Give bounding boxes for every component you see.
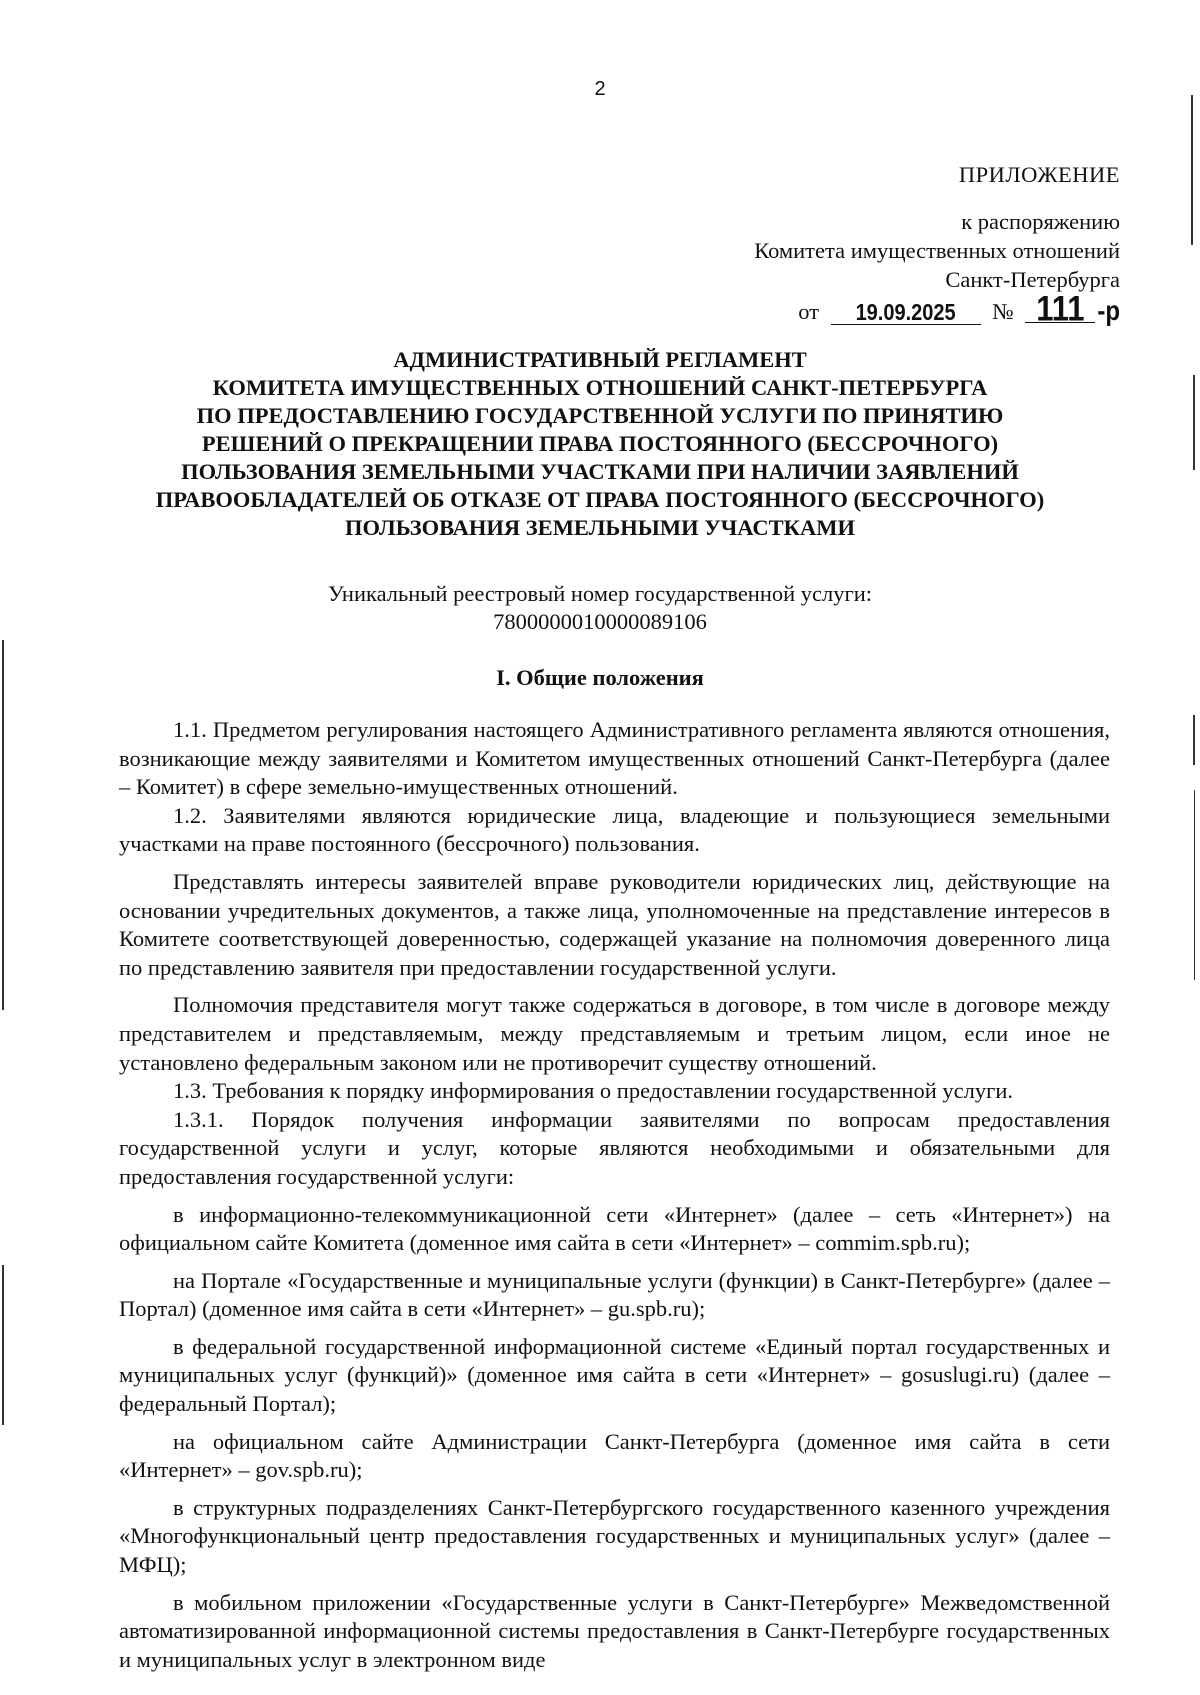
scan-edge-mark	[2, 640, 4, 1010]
appendix-title: ПРИЛОЖЕНИЕ	[958, 162, 1120, 187]
title-line: ПО ПРЕДОСТАВЛЕНИЮ ГОСУДАРСТВЕННОЙ УСЛУГИ ПО ПРИНЯТИЮ	[196, 403, 1004, 428]
appendix-line-1: к распоряжению	[961, 209, 1120, 234]
list-item-mobile-app: в мобильном приложении «Государственные услуги в Санкт-Петербурге» Межведомственной автоматизированной информационной системы предоставления в Санкт-Петербурге государственных и муниципальных услуг в электронном виде	[119, 1589, 1110, 1672]
list-item-internet: в информационно-телекоммуникационной сети «Интернет» (далее – сеть «Интернет») на официальном сайте Комитета (доменное имя сайта в сети «Интернет» – commim.spb.ru);	[119, 1201, 1110, 1256]
title-line: КОМИТЕТА ИМУЩЕСТВЕННЫХ ОТНОШЕНИЙ САНКТ-ПЕТЕРБУРГА	[212, 375, 988, 400]
order-number: 111	[1025, 296, 1095, 323]
scan-edge-mark	[1193, 375, 1195, 470]
appendix-line-3: Санкт-Петербурга	[945, 267, 1120, 292]
list-item-federal-portal: в федеральной государственной информационной системе «Единый портал государственных и муниципальных услуг (функций)» (доменное имя сайта в сети «Интернет» – gosuslugi.ru) (далее – федеральный Портал);	[119, 1333, 1110, 1417]
paragraph-1-3: 1.3. Требования к порядку информирования о предоставлении государственной услуги.	[173, 1078, 1013, 1104]
paragraph-representatives: Представлять интересы заявителей вправе руководители юридических лиц, действующие на основании учредительных документов, а также лица, уполномоченные на представление интересов в Комитете соответствующей доверенностью, содержащей указание на полномочия доверенного лица по представлению заявителя при предоставлении государственной услуги.	[119, 868, 1110, 980]
document-body	[119, 716, 1110, 1674]
paragraph-1-1: 1.1. Предметом регулирования настоящего Административного регламента являются отношения, возникающие между заявителями и Комитетом имущественных отношений Санкт-Петербурга (далее – Комитет) в сфере земельно-имущественных отношений.	[119, 717, 1110, 800]
section-heading: I. Общие положения	[496, 665, 704, 690]
list-item-mfc: в структурных подразделениях Санкт-Петербургского государственного казенного учреждения «Многофункциональный центр предоставления государственных и муниципальных услуг» (далее – МФЦ);	[119, 1494, 1110, 1578]
scan-edge-mark	[1193, 715, 1195, 765]
from-label: от	[798, 299, 819, 324]
scan-edge-mark	[1194, 790, 1195, 980]
registry-block	[0, 580, 1200, 636]
order-date: 19.09.2025	[831, 302, 981, 325]
title-line: РЕШЕНИЙ О ПРЕКРАЩЕНИИ ПРАВА ПОСТОЯННОГО (БЕССРОЧНОГО)	[201, 431, 999, 456]
order-number-suffix: -р	[1097, 295, 1120, 328]
appendix-line-2: Комитета имущественных отношений	[754, 238, 1120, 263]
number-label: №	[992, 299, 1014, 324]
order-date-line	[754, 288, 1120, 329]
list-item-portal: на Портале «Государственные и муниципальные услуги (функции) в Санкт-Петербурге» (далее – Портал) (доменное имя сайта в сети «Интернет» – gu.spb.ru);	[119, 1267, 1110, 1322]
title-line: АДМИНИСТРАТИВНЫЙ РЕГЛАМЕНТ	[393, 347, 807, 372]
appendix-block	[754, 160, 1120, 329]
registry-number: 7800000010000089106	[493, 609, 707, 634]
paragraph-1-2: 1.2. Заявителями являются юридические лица, владеющие и пользующиеся земельными участками на праве постоянного (бессрочного) пользования.	[119, 802, 1110, 857]
registry-label: Уникальный реестровый номер государственной услуги:	[327, 581, 873, 606]
title-line: ПРАВООБЛАДАТЕЛЕЙ ОБ ОТКАЗЕ ОТ ПРАВА ПОСТОЯННОГО (БЕССРОЧНОГО)	[155, 487, 1045, 512]
document-title	[0, 346, 1200, 542]
scan-edge-mark	[2, 1265, 4, 1425]
scan-edge-mark	[1191, 95, 1193, 245]
paragraph-1-3-1: 1.3.1. Порядок получения информации заявителями по вопросам предоставления государственной услуги и услуг, которые являются необходимыми и обязательными для предоставления государственной услуги:	[119, 1106, 1110, 1189]
title-line: ПОЛЬЗОВАНИЯ ЗЕМЕЛЬНЫМИ УЧАСТКАМИ ПРИ НАЛИЧИИ ЗАЯВЛЕНИЙ	[181, 459, 1019, 484]
title-line: ПОЛЬЗОВАНИЯ ЗЕМЕЛЬНЫМИ УЧАСТКАМИ	[345, 515, 855, 540]
page-number: 2	[594, 78, 606, 100]
list-item-administration-site: на официальном сайте Администрации Санкт-Петербурга (доменное имя сайта в сети «Интернет» – gov.spb.ru);	[119, 1428, 1110, 1483]
paragraph-powers: Полномочия представителя могут также содержаться в договоре, в том числе в договоре между представителем и представляемым, между представляемым и третьим лицом, если иное не установлено федеральным законом или не противоречит существу отношений.	[119, 992, 1110, 1075]
